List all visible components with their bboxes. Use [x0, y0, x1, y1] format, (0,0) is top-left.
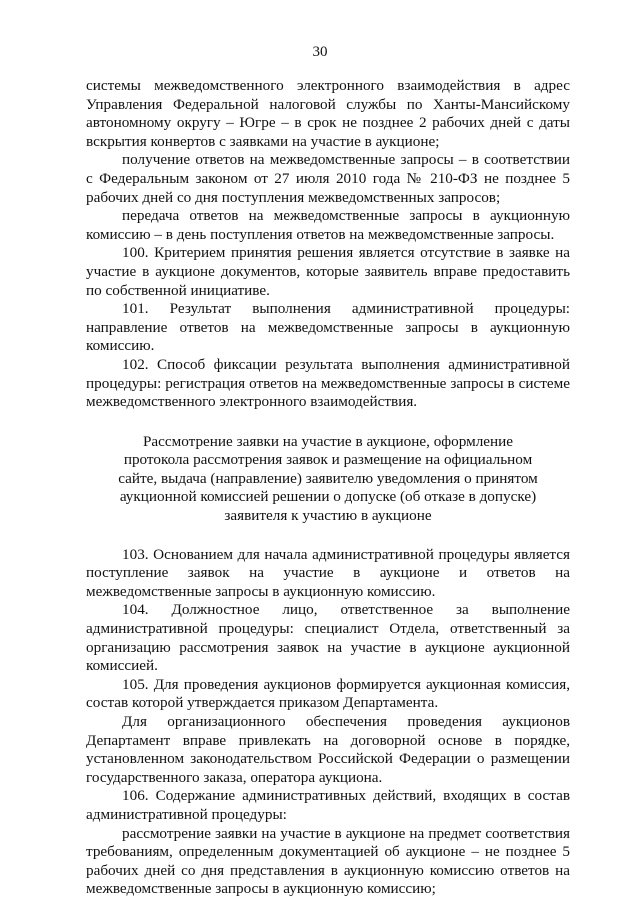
- paragraph: системы межведомственного электронного взаимодействия в адрес Управления Федеральной налоговой службы по Ханты-Мансийскому автономному округу – Югре – в срок не позднее 2 рабочих дней с даты вскрытия конвертов с заявками на участие в аукционе;: [86, 77, 570, 150]
- paragraph: получение ответов на межведомственные запросы – в соответствии с Федеральным законом от 27 июля 2010 года № 210-ФЗ не позднее 5 рабочих дней со дня поступления межведомственных запросов;: [86, 151, 570, 206]
- heading-line: заявителя к участию в аукционе: [224, 507, 432, 525]
- paragraph: 103. Основанием для начала административной процедуры является поступление заявок на участие в аукционе и ответов на межведомственные запросы в аукционную комиссию.: [86, 545, 570, 600]
- paragraph: 100. Критерием принятия решения является отсутствие в заявке на участие в аукционе документов, которые заявитель вправе предоставить по собственной инициативе.: [86, 244, 570, 299]
- paragraph: 106. Содержание административных действий, входящих в состав административной процедуры:: [86, 787, 570, 823]
- paragraph: 104. Должностное лицо, ответственное за выполнение административной процедуры: специалист Отдела, ответственный за организацию рассмотрения заявок на участие в аукционе аукционной комиссией.: [86, 601, 570, 675]
- heading-line: аукционной комиссией решении о допуске (об отказе в допуске): [119, 488, 537, 506]
- heading-line: протокола рассмотрения заявок и размещение на официальном: [123, 451, 533, 469]
- paragraph: рассмотрение заявки на участие в аукционе на предмет соответствия требованиям, определенным документацией об аукционе – не позднее 5 рабочих дней со дня представления в аукционную комиссию ответов на межведомственные запросы в аукционную комиссию;: [86, 824, 570, 898]
- heading-line: Рассмотрение заявки на участие в аукционе, оформление: [142, 432, 514, 450]
- paragraph: 105. Для проведения аукционов формируется аукционная комиссия, состав которой утверждается приказом Департамента.: [86, 675, 570, 712]
- heading-line: сайте, выдача (направление) заявителю уведомления о принятом: [118, 469, 538, 487]
- paragraph: 102. Способ фиксации результата выполнения административной процедуры: регистрация ответов на межведомственные запросы в системе межведомственного электронного взаимодействия.: [86, 355, 570, 411]
- paragraph: передача ответов на межведомственные запросы в аукционную комиссию – в день поступления ответов на межведомственные запросы.: [86, 207, 570, 243]
- paragraph: Для организационного обеспечения проведения аукционов Департамент вправе привлекать на договорной основе в порядке, установленном законодательством Российской Федерации о размещении государственного заказа, оператора аукциона.: [86, 713, 570, 786]
- document-body: [86, 77, 570, 899]
- page-number: 30: [312, 44, 328, 60]
- section-heading: [86, 433, 570, 526]
- paragraph: 101. Результат выполнения административной процедуры: направление ответов на межведомственные запросы в аукционную комиссию.: [86, 300, 570, 355]
